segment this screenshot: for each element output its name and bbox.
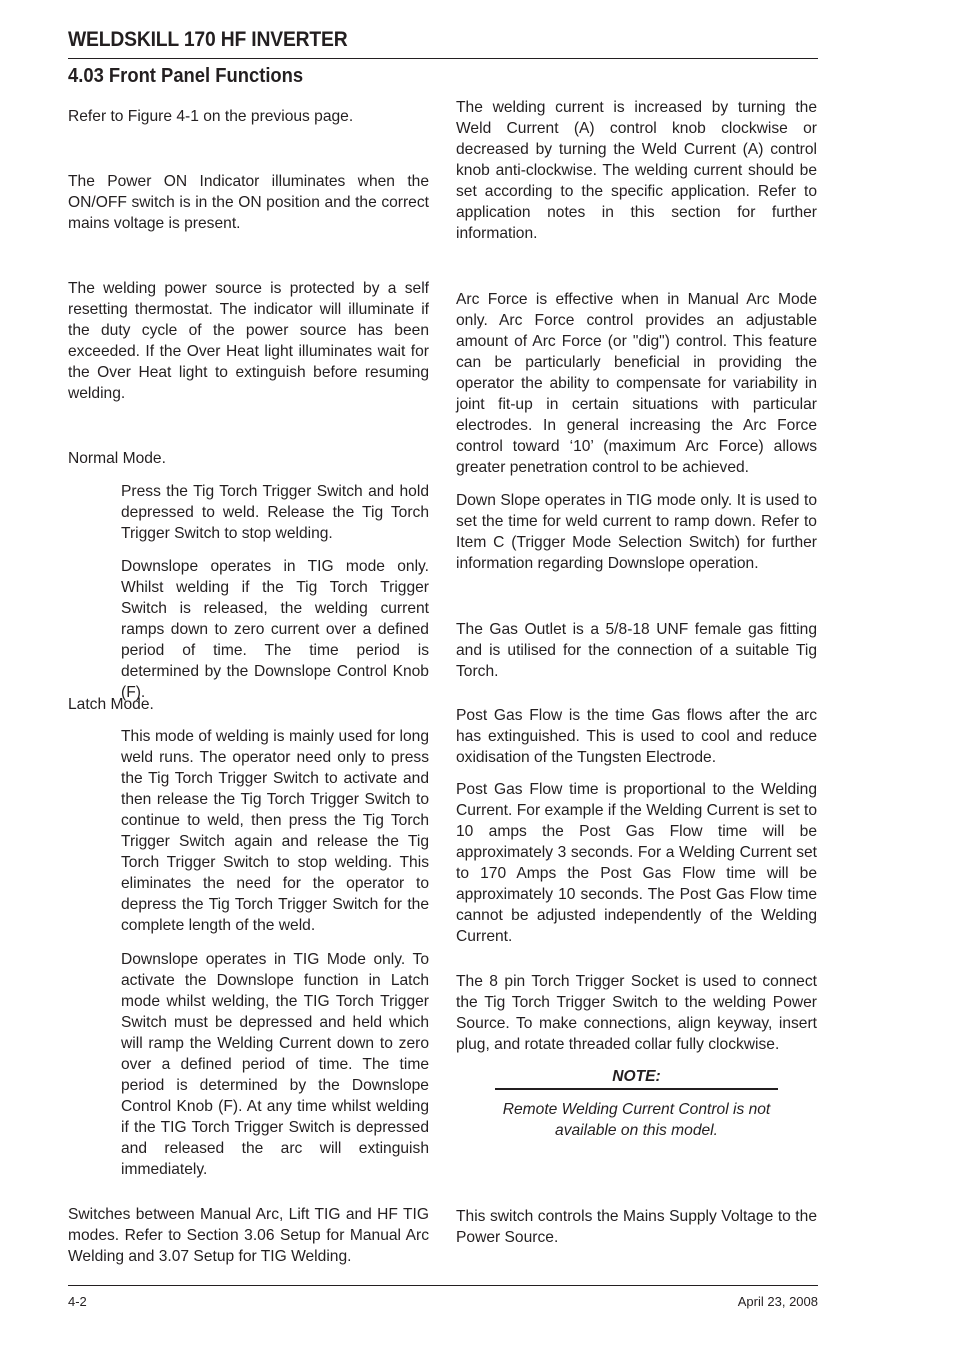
document-header-title: WELDSKILL 170 HF INVERTER [68, 28, 348, 51]
note-label: NOTE: [612, 1068, 661, 1085]
page-date: April 23, 2008 [737, 1294, 818, 1309]
paragraph: This switch controls the Mains Supply Voltage to the Power Source. [456, 1208, 817, 1246]
normal-mode-description [121, 481, 429, 544]
header-rule [68, 58, 818, 59]
paragraph: Normal Mode. [68, 450, 166, 467]
footer-rule [68, 1285, 818, 1286]
paragraph: The Power ON Indicator illuminates when the ON/OFF switch is in the ON position and the correct mains voltage is present. [68, 173, 429, 232]
trigger-socket-text [456, 971, 817, 1055]
normal-mode-label [68, 448, 429, 469]
gas-outlet-text [456, 619, 817, 682]
note-rule [495, 1088, 778, 1090]
arc-force-text [456, 289, 817, 478]
latch-mode-label [68, 694, 429, 715]
paragraph: Refer to Figure 4-1 on the previous page. [68, 108, 354, 125]
paragraph: Downslope operates in TIG mode only. Whilst welding if the Tig Torch Trigger Switch is released, the welding current ramps down to zero current over a defined period of time. The time period is determined by the Downslope Control Knob (F). [121, 558, 429, 701]
section-title: 4.03 Front Panel Functions [68, 65, 304, 87]
down-slope-text [456, 490, 817, 574]
page-number: 4-2 [68, 1294, 87, 1309]
left-intro [68, 106, 429, 127]
power-on-indicator-text [68, 171, 429, 234]
paragraph: The Gas Outlet is a 5/8-18 UNF female gas fitting and is utilised for the connection of a suitable Tig Torch. [456, 621, 817, 680]
post-gas-flow-text [456, 705, 817, 768]
paragraph: The welding current is increased by turning the Weld Current (A) control knob clockwise or decreased by turning the Weld Current (A) control knob anti-clockwise. The welding current should be set according to the specific application. Refer to application notes in this section for further information. [456, 99, 817, 242]
note-text: Remote Welding Current Control is not available on this model. [502, 1101, 771, 1139]
paragraph: Press the Tig Torch Trigger Switch and hold depressed to weld. Release the Tig Torch Trigger Switch to stop welding. [121, 483, 429, 542]
latch-mode-downslope [121, 949, 429, 1180]
weld-current-text [456, 97, 817, 244]
mains-switch-text [456, 1206, 817, 1248]
over-heat-indicator-text [68, 278, 429, 404]
post-gas-flow-time-text [456, 779, 817, 947]
paragraph: Switches between Manual Arc, Lift TIG and HF TIG modes. Refer to Section 3.06 Setup for Manual Arc Welding and 3.07 Setup for TIG Welding. [68, 1206, 429, 1265]
paragraph: Down Slope operates in TIG mode only. It is used to set the time for weld current to ramp down. Refer to Item C (Trigger Mode Selection Switch) for further information regarding Downslope operation. [456, 492, 817, 572]
paragraph: Latch Mode. [68, 696, 154, 713]
paragraph: The welding power source is protected by a self resetting thermostat. The indicator will illuminate if the duty cycle of the power source has been exceeded. If the Over Heat light illuminates wait for the Over Heat light to extinguish before resuming welding. [68, 280, 429, 402]
paragraph: Post Gas Flow time is proportional to the Welding Current. For example if the Welding Current is set to 10 amps the Post Gas Flow time will be approximately 3 seconds. For a Welding Current set to 170 Amps the Post Gas Flow time will be approximately 10 seconds. The Post Gas Flow time cannot be adjusted independently of the Welding Current. [456, 781, 817, 945]
paragraph: Post Gas Flow is the time Gas flows after the arc has extinguished. This is used to cool and reduce oxidisation of the Tungsten Electrode. [456, 707, 817, 766]
paragraph: Arc Force is effective when in Manual Arc Mode only. Arc Force control provides an adjustable amount of Arc Force (or "dig") control. This feature can be particularly beneficial in providing the operator the ability to compensate for variability in joint fit-up in certain situations with particular electrodes. In general increasing the Arc Force control toward ‘10’ (maximum Arc Force) allows greater penetration control to be achieved. [456, 291, 817, 476]
latch-mode-description [121, 726, 429, 936]
paragraph: Downslope operates in TIG Mode only. To activate the Downslope function in Latch mode whilst welding, the TIG Torch Trigger Switch must be depressed and held which will ramp the Welding Current down to zero over a defined period of time. The time period is determined by the Downslope Control Knob (F). At any time whilst welding if the TIG Torch Trigger Switch is depressed and released the arc will extinguish immediately. [121, 951, 429, 1178]
paragraph: This mode of welding is mainly used for long weld runs. The operator need only to press the Tig Torch Trigger Switch to activate and then release the Tig Torch Trigger Switch to continue to weld, then press the Tig Torch Trigger Switch again and release the Tig Torch Trigger Switch to stop welding. This eliminates the need for the operator to depress the Tig Torch Trigger Switch for the complete length of the weld. [121, 728, 429, 934]
paragraph: The 8 pin Torch Trigger Socket is used to connect the Tig Torch Trigger Switch to the welding Power Source. To make connections, align keyway, insert plug, and rotate threaded collar fully clockwise. [456, 973, 817, 1053]
normal-mode-downslope [121, 556, 429, 703]
process-selection-text [68, 1204, 429, 1267]
